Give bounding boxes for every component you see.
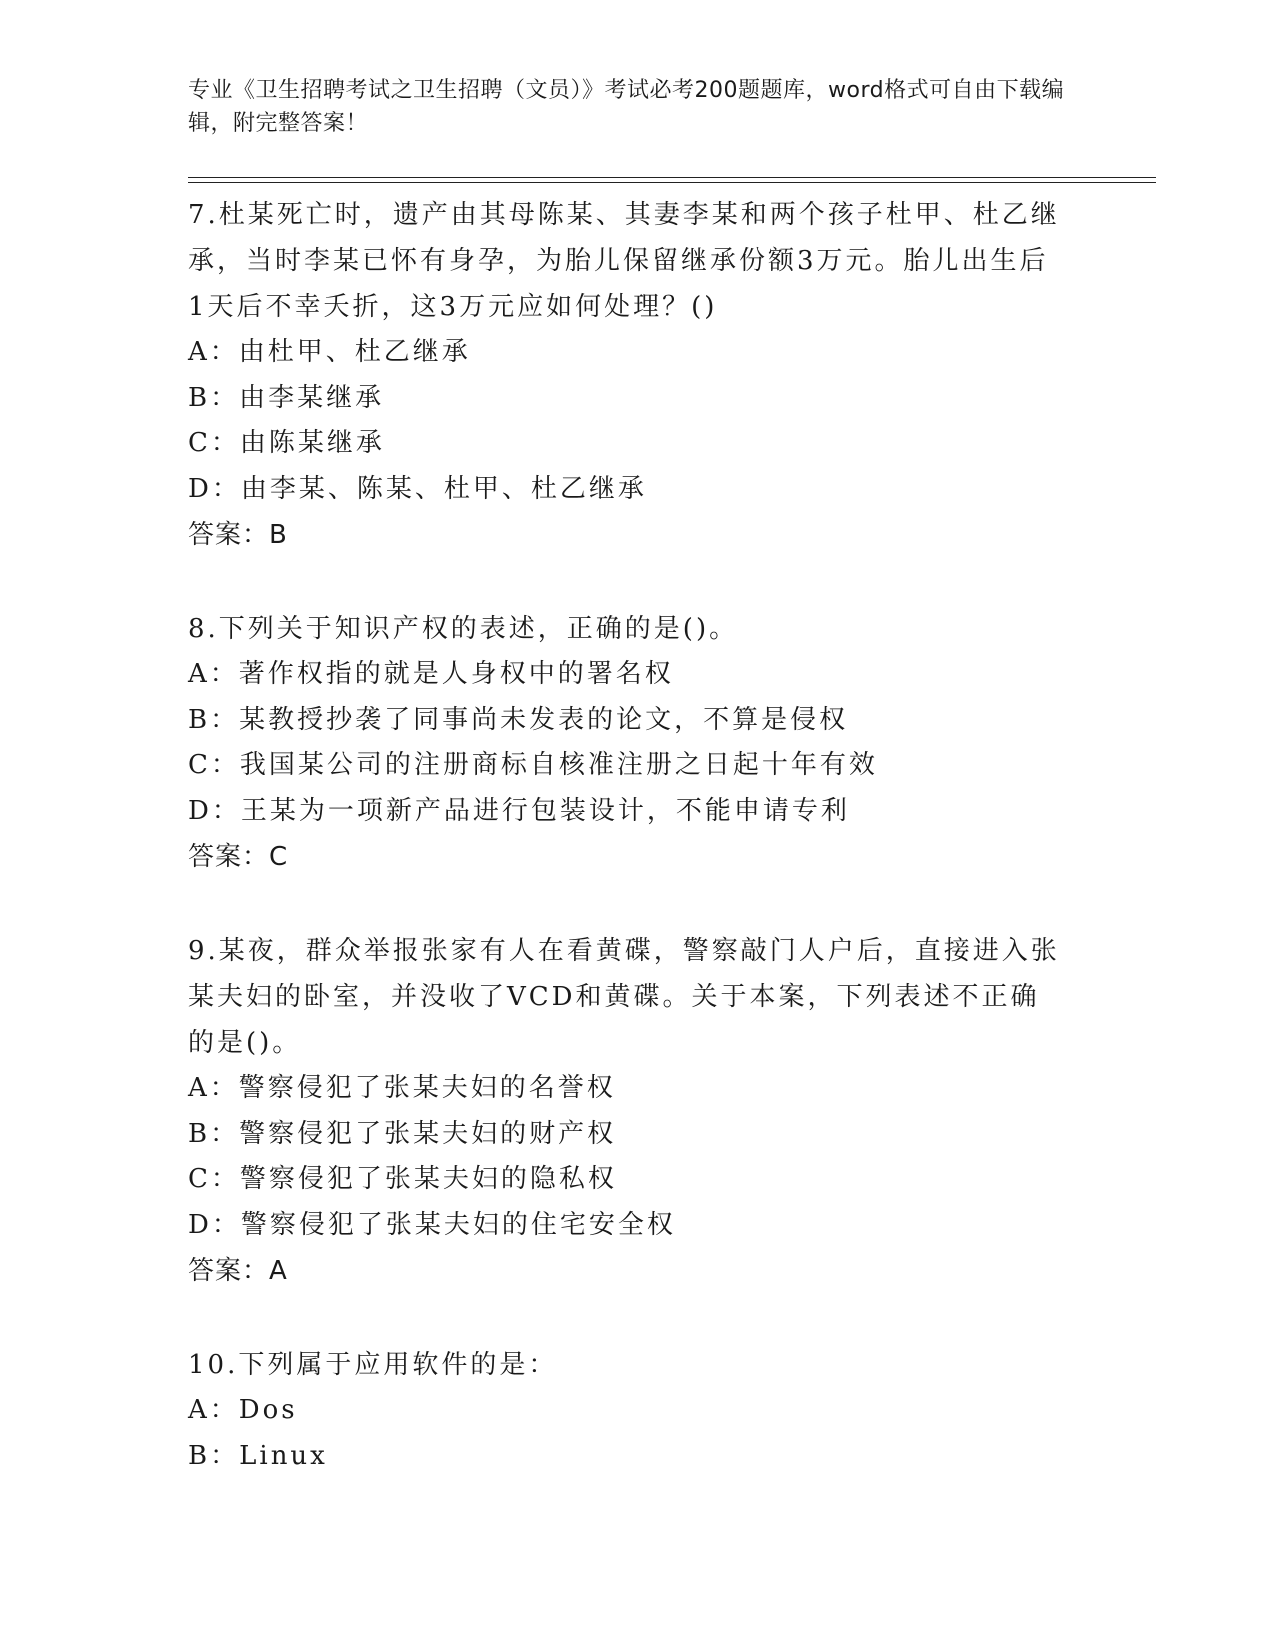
option-c: C：由陈某继承: [188, 428, 385, 458]
question-stem: 10.下列属于应用软件的是：: [188, 1350, 558, 1380]
option-d: D：王某为一项新产品进行包装设计，不能申请专利: [188, 795, 850, 826]
option-c: C：我国某公司的注册商标自核准注册之日起十年有效: [188, 750, 878, 780]
option-a: A：由杜甲、杜乙继承: [188, 337, 471, 367]
question-10: [188, 1342, 1068, 1479]
option-d: D：由李某、陈某、杜甲、杜乙继承: [188, 473, 647, 504]
answer-line: 答案：B: [188, 520, 288, 550]
question-8: [188, 606, 1068, 880]
question-stem: 8.下列关于知识产权的表述，正确的是()。: [188, 614, 739, 644]
option-a: A：Dos: [188, 1395, 298, 1425]
option-a: A：著作权指的就是人身权中的署名权: [188, 659, 674, 689]
option-a: A：警察侵犯了张某夫妇的名誉权: [188, 1073, 616, 1103]
option-c: C：警察侵犯了张某夫妇的隐私权: [188, 1164, 617, 1194]
question-list: [188, 192, 1068, 1527]
question-stem: 7.杜某死亡时，遗产由其母陈某、其妻李某和两个孩子杜甲、杜乙继承，当时李某已怀有身孕，为胎儿保留继承份额3万元。胎儿出生后1天后不幸夭折，这3万元应如何处理？(): [188, 200, 1060, 322]
header-divider-top: [188, 177, 1156, 178]
answer-line: 答案：C: [188, 842, 289, 872]
answer-line: 答案：A: [188, 1256, 288, 1286]
header-divider-bottom: [188, 182, 1156, 183]
option-d: D：警察侵犯了张某夫妇的住宅安全权: [188, 1209, 676, 1240]
question-9: [188, 928, 1068, 1294]
option-b: B：警察侵犯了张某夫妇的财产权: [188, 1118, 617, 1149]
option-b: B：Linux: [188, 1440, 328, 1471]
document-header: 专业《卫生招聘考试之卫生招聘（文员）》考试必考200题题库，word格式可自由下载编辑，附完整答案！: [188, 78, 1065, 136]
question-stem: 9.某夜，群众举报张家有人在看黄碟，警察敲门人户后，直接进入张某夫妇的卧室，并没收了VCD和黄碟。关于本案，下列表述不正确的是()。: [188, 936, 1060, 1058]
option-b: B：由李某继承: [188, 382, 385, 413]
option-b: B：某教授抄袭了同事尚未发表的论文，不算是侵权: [188, 704, 849, 735]
question-7: [188, 192, 1068, 558]
